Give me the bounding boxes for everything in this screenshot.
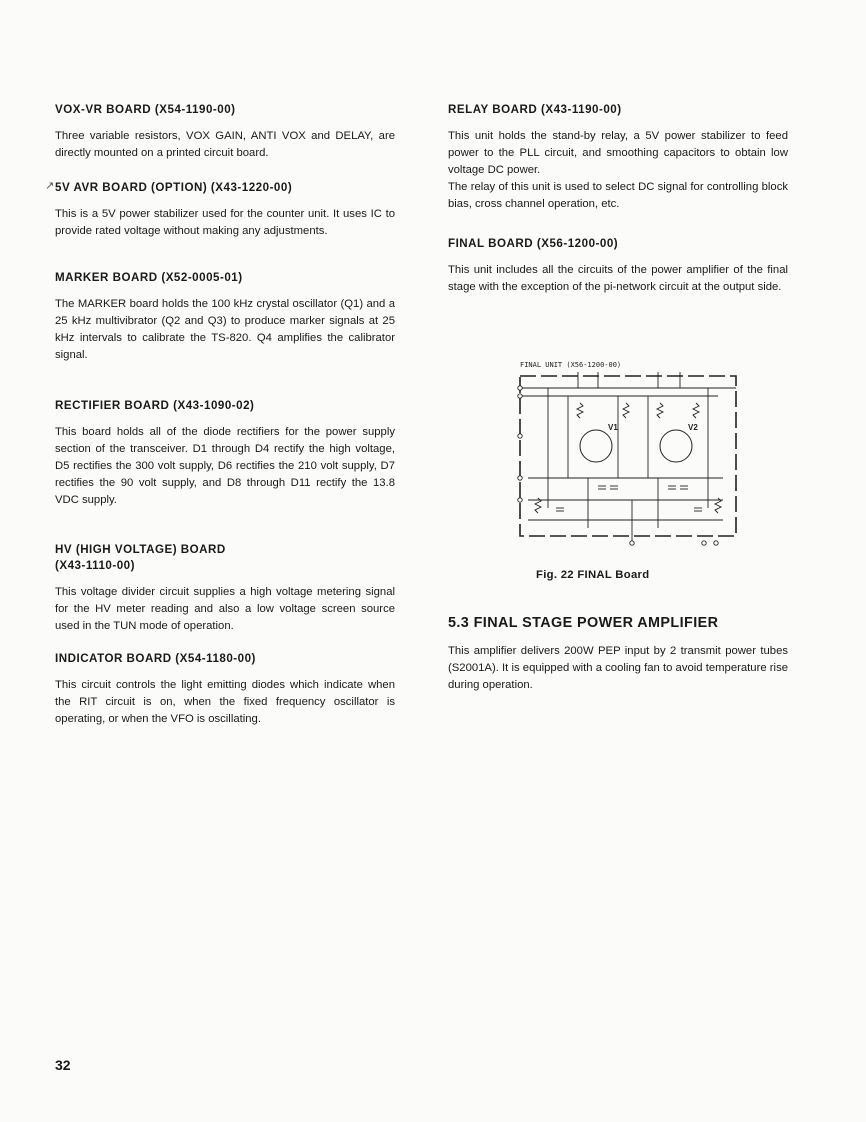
rectifier-title: RECTIFIER BOARD (X43-1090-02) bbox=[55, 399, 255, 412]
relay-body-2: The relay of this unit is used to select DC signal for controlling block bias, cross channel operation, etc. bbox=[448, 181, 788, 210]
vox-vr-title: VOX-VR BOARD (X54-1190-00) bbox=[55, 103, 236, 116]
section-final bbox=[448, 236, 788, 296]
components bbox=[535, 403, 721, 513]
hv-body: This voltage divider circuit supplies a high voltage metering signal for the HV meter reading and also a low voltage screen source used in the TUN mode of operation. bbox=[55, 586, 395, 632]
section-body: This amplifier delivers 200W PEP input by 2 transmit power tubes (S2001A). It is equipped with a cooling fan to avoid temperature rise during operation. bbox=[448, 645, 788, 691]
section-relay bbox=[448, 102, 788, 213]
figure-caption: Fig. 22 FINAL Board bbox=[536, 569, 650, 581]
section-rectifier bbox=[55, 398, 395, 509]
relay-body-1: This unit holds the stand-by relay, a 5V power stabilizer to feed power to the PLL circuit, and smoothing capacitors to obtain low voltage DC power. bbox=[448, 130, 788, 176]
rectifier-body: This board holds all of the diode rectifiers for the power supply section of the transceiver. D1 through D4 rectify the high voltage, D5 rectifies the 300 volt supply, D6 rectifies the 210 volt supply, D7 rectifies the 90 volt supply, and D8 through D11 rectify the 13.8 VDC supply. bbox=[55, 426, 395, 506]
tube-v1-label: V1 bbox=[608, 423, 618, 432]
section-final-stage-amp bbox=[448, 615, 788, 694]
tube-v1 bbox=[580, 430, 612, 462]
page-number: 32 bbox=[55, 1057, 71, 1073]
margin-mark: ↗ bbox=[45, 180, 55, 192]
section-heading: 5.3 FINAL STAGE POWER AMPLIFIER bbox=[448, 615, 719, 631]
section-5v-avr bbox=[45, 180, 395, 240]
section-indicator bbox=[55, 651, 395, 728]
final-title: FINAL BOARD (X56-1200-00) bbox=[448, 237, 619, 250]
board-outline bbox=[520, 376, 736, 536]
vox-vr-body: Three variable resistors, VOX GAIN, ANTI VOX and DELAY, are directly mounted on a printed circuit board. bbox=[55, 130, 395, 159]
hv-title-line2: (X43-1110-00) bbox=[55, 559, 135, 572]
section-hv bbox=[55, 542, 395, 635]
indicator-title: INDICATOR BOARD (X54-1180-00) bbox=[55, 652, 256, 665]
hv-title-line1: HV (HIGH VOLTAGE) BOARD bbox=[55, 543, 226, 556]
avr-title: 5V AVR BOARD (OPTION) (X43-1220-00) bbox=[55, 181, 293, 194]
tube-v2 bbox=[660, 430, 692, 462]
marker-body: The MARKER board holds the 100 kHz crystal oscillator (Q1) and a 25 kHz multivibrator (Q2 and Q3) to produce marker signals at 25 kHz intervals to calibrate the TS-820. Q4 amplifies the calibrator signal. bbox=[55, 298, 395, 361]
section-vox-vr bbox=[55, 102, 395, 162]
section-marker bbox=[55, 270, 395, 364]
avr-body: This is a 5V power stabilizer used for the counter unit. It uses IC to provide rated voltage without making any adjustments. bbox=[55, 208, 395, 237]
wiring bbox=[520, 372, 736, 543]
schematic-unit-label: FINAL UNIT (X56-1200-00) bbox=[520, 361, 622, 369]
relay-title: RELAY BOARD (X43-1190-00) bbox=[448, 103, 622, 116]
marker-title: MARKER BOARD (X52-0005-01) bbox=[55, 271, 243, 284]
final-unit-schematic bbox=[508, 358, 758, 554]
indicator-body: This circuit controls the light emitting diodes which indicate when the RIT circuit is on, when the fixed frequency oscillator is operating, or when the VFO is oscillating. bbox=[55, 679, 395, 725]
final-body: This unit includes all the circuits of the power amplifier of the final stage with the exception of the pi-network circuit at the output side. bbox=[448, 264, 788, 293]
tube-v2-label: V2 bbox=[688, 423, 698, 432]
